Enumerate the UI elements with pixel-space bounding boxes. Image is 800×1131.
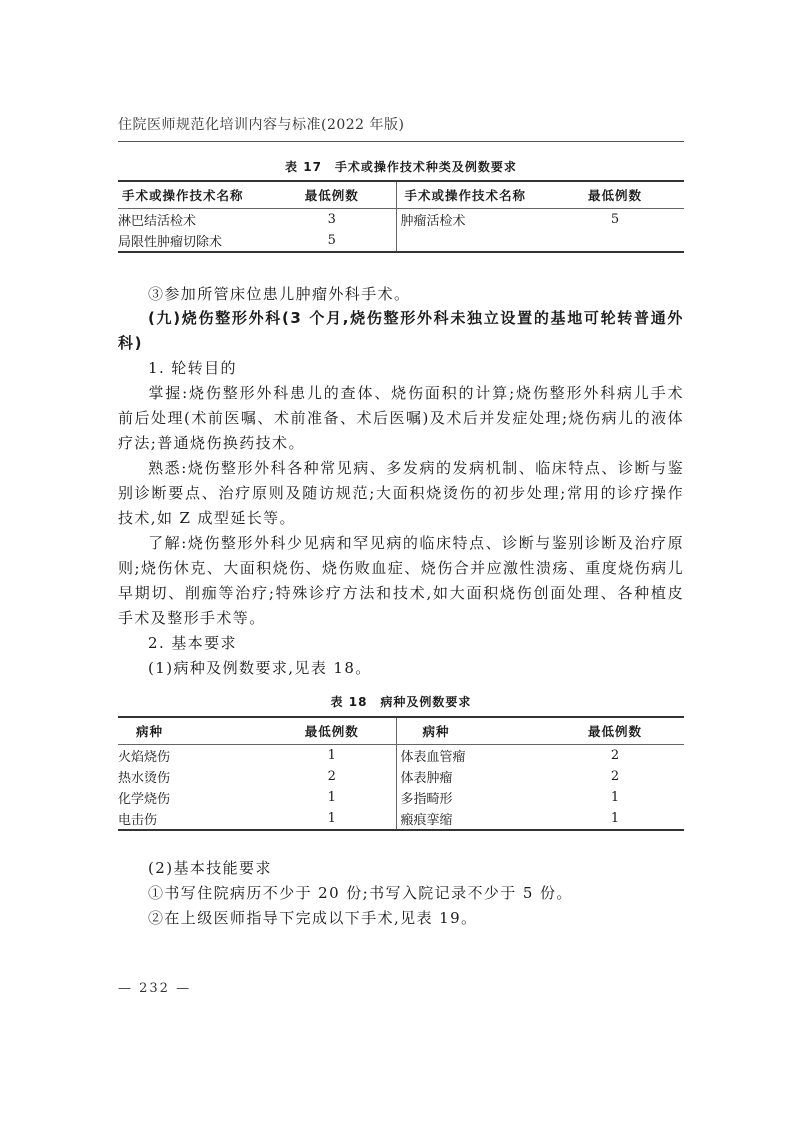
paragraph-text: (1)病种及例数要求,见表 18。 (148, 659, 372, 677)
paragraph (118, 881, 684, 906)
page-number: — 232 — (118, 981, 192, 996)
paragraph (118, 531, 684, 631)
subheading-text: (2)基本技能要求 (148, 859, 272, 877)
table-cell: 1 (268, 787, 396, 808)
column-header: 最低例数 (546, 181, 684, 209)
table-row (118, 766, 684, 787)
table-cell: 多指畸形 (400, 792, 453, 807)
table-cell: 热水烫伤 (118, 771, 171, 786)
table-cell (396, 230, 546, 252)
table-cell: 3 (268, 209, 396, 231)
table-cell: 5 (610, 212, 620, 227)
table-cell: 5 (268, 230, 396, 252)
subheading-text: 2. 基本要求 (148, 634, 237, 652)
paragraph-text: 掌握:烧伤整形外科患儿的查体、烧伤面积的计算;烧伤整形外科病儿手术前后处理(术前医嘱、术前准备、术后医嘱)及术后并发症处理;烧伤病儿的液体疗法;普通烧伤换药技术。 (118, 384, 684, 452)
paragraph-text: 了解:烧伤整形外科少见病和罕见病的临床特点、诊断与鉴别诊断及治疗原则;烧伤休克、大面积烧伤、烧伤败血症、烧伤合并应激性溃疡、重度烧伤病儿早期切、削痂等治疗;特殊诊疗方法和技术,如大面积烧伤创面处理、各种植皮手术及整形手术等。 (118, 534, 684, 627)
table-row (118, 808, 684, 830)
subheading (118, 356, 684, 381)
table-cell: 局限性肿瘤切除术 (118, 230, 268, 252)
running-header: 住院医师规范化培训内容与标准(2022 年版) (118, 117, 405, 133)
table-18-caption: 表 18 病种及例数要求 (330, 695, 472, 709)
table-cell: 1 (546, 808, 684, 830)
table-cell: 火焰烧伤 (118, 750, 171, 765)
paragraph-text: ①书写住院病历不少于 20 份;书写入院记录不少于 5 份。 (148, 884, 573, 902)
paragraph-text: ③参加所管床位患儿肿瘤外科手术。 (148, 285, 411, 303)
table-18 (118, 716, 684, 831)
subheading (118, 856, 684, 881)
table-cell: 肿瘤活检术 (400, 214, 466, 229)
table-header-row (118, 717, 684, 745)
column-header: 病种 (396, 717, 546, 745)
table-cell: 体表肿瘤 (400, 771, 453, 786)
table-cell: 2 (610, 769, 620, 784)
table-17 (118, 180, 684, 253)
paragraph-text: ②在上级医师指导下完成以下手术,见表 19。 (148, 909, 478, 927)
paragraph-text: 熟悉:烧伤整形外科各种常见病、多发病的发病机制、临床特点、诊断与鉴别诊断要点、治疗原则及随访规范;大面积烧烫伤的初步处理;常用的诊疗操作技术,如 Z 成型延长等。 (118, 459, 684, 527)
table-header-row (118, 181, 684, 209)
header-rule (118, 141, 684, 142)
table-cell (546, 230, 684, 252)
table-cell: 淋巴结活检术 (118, 214, 197, 229)
subheading (118, 631, 684, 656)
table-cell: 瘢痕挛缩 (396, 808, 546, 830)
paragraph (118, 456, 684, 531)
paragraph (118, 381, 684, 456)
table-cell: 电击伤 (118, 808, 268, 830)
table-cell: 化学烧伤 (118, 792, 171, 807)
table-cell: 2 (268, 766, 396, 787)
column-header: 手术或操作技术名称 (118, 181, 268, 209)
paragraph (118, 906, 684, 931)
paragraph (118, 656, 684, 681)
column-header: 最低例数 (268, 181, 396, 209)
table-row (118, 230, 684, 252)
table-cell: 2 (610, 748, 620, 763)
table-row (118, 209, 684, 231)
column-header: 最低例数 (268, 717, 396, 745)
section-heading (118, 306, 684, 356)
table-row (118, 745, 684, 767)
subheading-text: 1. 轮转目的 (148, 359, 237, 377)
table-cell: 1 (268, 808, 396, 830)
table-17-caption: 表 17 手术或操作技术种类及例数要求 (285, 160, 517, 174)
section-heading-text: (九)烧伤整形外科(3 个月,烧伤整形外科未独立设置的基地可轮转普通外科) (118, 309, 684, 352)
column-header: 病种 (118, 717, 268, 745)
table-cell: 1 (610, 790, 620, 805)
column-header: 最低例数 (546, 717, 684, 745)
table-row (118, 787, 684, 808)
table-cell: 体表血管瘤 (400, 750, 466, 765)
column-header: 手术或操作技术名称 (396, 181, 546, 209)
table-cell: 1 (268, 745, 396, 767)
paragraph (118, 282, 684, 307)
